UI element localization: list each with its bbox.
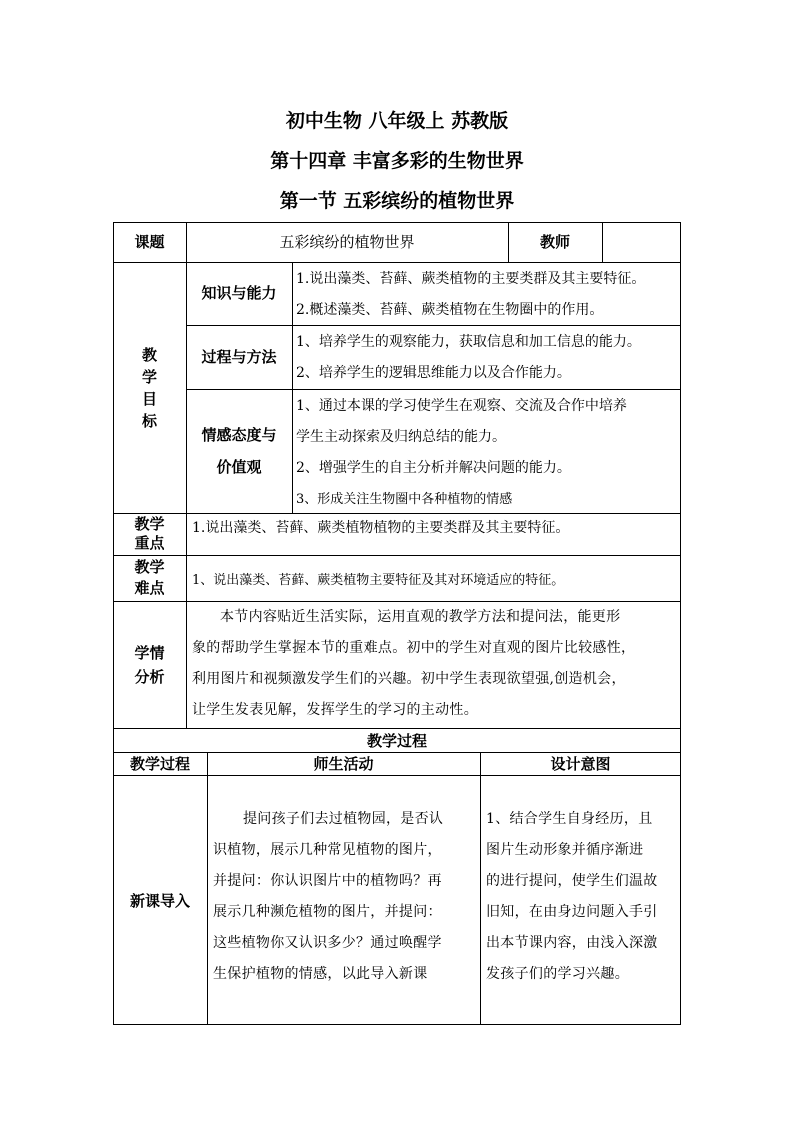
intent-line: 出本节课内容，由浅入深激 bbox=[486, 935, 658, 951]
goals-label-char: 学 bbox=[141, 367, 157, 386]
goal-category-process: 过程与方法 bbox=[201, 347, 277, 366]
activity-line: 并提问：你认识图片中的植物吗？再 bbox=[213, 873, 442, 889]
intent-line: 1、结合学生自身经历，且 bbox=[486, 811, 653, 827]
goal-content-attitude bbox=[296, 391, 680, 515]
divider bbox=[186, 513, 187, 728]
activity-line: 生保护植物的情感，以此导入新课 bbox=[213, 966, 428, 982]
goals-label bbox=[113, 262, 186, 513]
analysis-line: 让学生发表见解，发挥学生的学习的主动性。 bbox=[192, 702, 478, 718]
goal-line: 1、通过本课的学习使学生在观察、交流及合作中培养 bbox=[296, 398, 627, 414]
divider bbox=[292, 262, 293, 513]
goal-category-line: 价值观 bbox=[216, 458, 262, 476]
process-title: 教学过程 bbox=[366, 731, 427, 750]
key-points-text: 1.说出藻类、苔藓、蕨类植物植物的主要类群及其主要特征。 bbox=[192, 520, 570, 536]
column-header-intent: 设计意图 bbox=[550, 755, 611, 773]
teacher-value bbox=[602, 222, 681, 262]
analysis-label: 学情 分析 bbox=[134, 643, 165, 686]
goal-line: 2.概述藻类、苔藓、蕨类植物在生物圈中的作用。 bbox=[296, 302, 604, 318]
goal-line: 1、培养学生的观察能力，获取信息和加工信息的能力。 bbox=[296, 334, 641, 350]
divider bbox=[207, 752, 208, 1025]
intent-line: 发孩子们的学习兴趣。 bbox=[486, 966, 629, 982]
column-header-activity: 师生活动 bbox=[313, 755, 374, 773]
goal-category-attitude bbox=[186, 389, 292, 513]
analysis-line: 利用图片和视频激发学生们的兴趣。初中学生表现欲望强,创造机会， bbox=[192, 671, 626, 687]
difficulties-label: 教学 难点 bbox=[134, 558, 165, 597]
goal-content-knowledge bbox=[296, 264, 680, 326]
goals-label-char: 标 bbox=[141, 411, 157, 430]
intent-line: 旧知，在由身边问题入手引 bbox=[486, 904, 658, 920]
goal-category-line: 情感态度与 bbox=[201, 426, 277, 444]
key-points-label: 教学 重点 bbox=[134, 515, 165, 552]
doc-title-chapter: 第十四章 丰富多彩的生物世界 bbox=[270, 150, 524, 172]
goals-label-char: 目 bbox=[141, 389, 157, 408]
process-activity bbox=[213, 804, 478, 990]
analysis-text bbox=[192, 602, 680, 726]
teacher-label: 教师 bbox=[539, 232, 570, 251]
goal-category-knowledge: 知识与能力 bbox=[201, 284, 277, 302]
divider bbox=[480, 752, 481, 1025]
intent-line: 图片生动形象并循序渐进 bbox=[486, 842, 644, 858]
analysis-line: 本节内容贴近生活实际，运用直观的教学方法和提问法，能更形 bbox=[220, 609, 621, 625]
activity-line: 提问孩子们去过植物园，是否认 bbox=[243, 811, 444, 827]
goal-line: 3、形成关注生物圈中各种植物的情感 bbox=[296, 492, 513, 507]
analysis-line: 象的帮助学生掌握本节的重难点。初中的学生对直观的图片比较感性， bbox=[192, 640, 636, 656]
goal-content-process bbox=[296, 327, 680, 389]
topic-value: 五彩缤纷的植物世界 bbox=[279, 232, 415, 251]
process-stage: 新课导入 bbox=[129, 891, 190, 910]
difficulties-text: 1、说出藻类、苔藓、蕨类植物主要特征及其对环境适应的特征。 bbox=[192, 572, 565, 588]
goal-line: 学生主动探索及归纳总结的能力。 bbox=[296, 429, 506, 445]
process-intent bbox=[486, 804, 680, 990]
goal-line: 2、培养学生的逻辑思维能力以及合作能力。 bbox=[296, 365, 571, 381]
column-header-stage: 教学过程 bbox=[129, 755, 190, 773]
topic-label: 课题 bbox=[134, 232, 165, 251]
activity-line: 这些植物你又认识多少？通过唤醒学 bbox=[213, 935, 442, 951]
intent-line: 的进行提问，使学生们温故 bbox=[486, 873, 658, 889]
doc-title-section: 第一节 五彩缤纷的植物世界 bbox=[279, 190, 515, 212]
activity-line: 展示几种濒危植物的图片，并提问： bbox=[213, 904, 442, 920]
goal-line: 1.说出藻类、苔藓、蕨类植物的主要类群及其主要特征。 bbox=[296, 271, 646, 287]
goals-label-char: 教 bbox=[141, 345, 157, 364]
activity-line: 识植物，展示几种常见植物的图片， bbox=[213, 842, 442, 858]
doc-title-course: 初中生物 八年级上 苏教版 bbox=[285, 110, 509, 132]
goal-line: 2、增强学生的自主分析并解决问题的能力。 bbox=[296, 460, 571, 476]
